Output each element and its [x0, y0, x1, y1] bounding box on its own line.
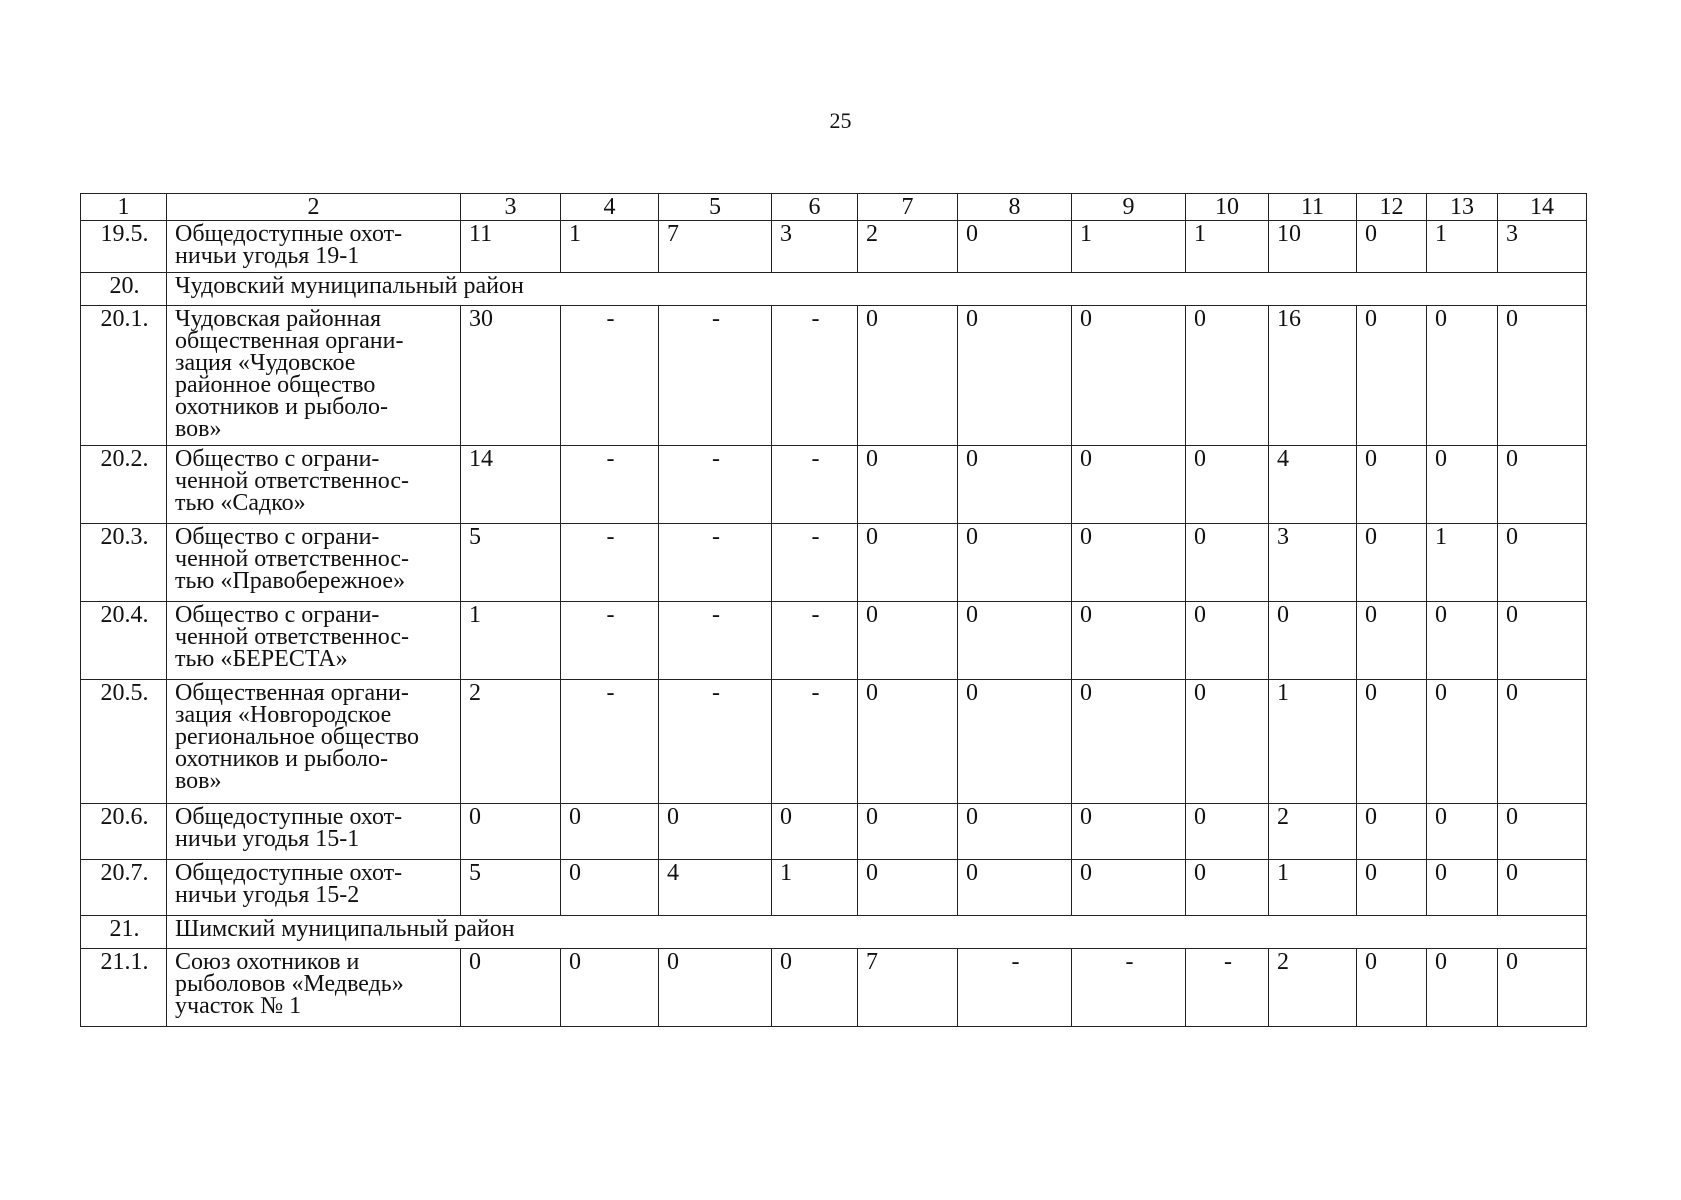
- organization-name: Союз охотников и рыболовов «Медведь» участок № 1: [167, 949, 461, 1027]
- value-cell-col-12: 0: [1357, 221, 1427, 273]
- row-number: 19.5.: [81, 221, 167, 273]
- row-number: 21.1.: [81, 949, 167, 1027]
- column-header-13: 13: [1427, 194, 1498, 221]
- table-row: [81, 221, 1587, 273]
- value-cell-col-7: 0: [858, 804, 958, 860]
- row-number: 20.7.: [81, 860, 167, 916]
- value-cell-col-8: 0: [958, 860, 1072, 916]
- value-cell-col-10: 0: [1186, 524, 1269, 602]
- value-cell-col-4: -: [561, 680, 659, 804]
- value-cell-col-11: 10: [1269, 221, 1357, 273]
- value-cell-col-10: -: [1186, 949, 1269, 1027]
- value-cell-col-9: 0: [1072, 306, 1186, 446]
- value-cell-col-5: -: [659, 524, 772, 602]
- value-cell-col-14: 0: [1498, 446, 1587, 524]
- value-cell-col-4: -: [561, 446, 659, 524]
- value-cell-col-12: 0: [1357, 602, 1427, 680]
- value-cell-col-12: 0: [1357, 524, 1427, 602]
- value-cell-col-7: 2: [858, 221, 958, 273]
- value-cell-col-5: 0: [659, 804, 772, 860]
- value-cell-col-10: 1: [1186, 221, 1269, 273]
- value-cell-col-12: 0: [1357, 949, 1427, 1027]
- organization-name: Общество с ограни- ченной ответственнос- тью «Садко»: [167, 446, 461, 524]
- value-cell-col-13: 1: [1427, 524, 1498, 602]
- value-cell-col-10: 0: [1186, 446, 1269, 524]
- value-cell-col-13: 0: [1427, 680, 1498, 804]
- value-cell-col-5: 7: [659, 221, 772, 273]
- value-cell-col-13: 0: [1427, 446, 1498, 524]
- value-cell-col-5: -: [659, 602, 772, 680]
- row-number: 21.: [81, 916, 167, 949]
- value-cell-col-9: 0: [1072, 680, 1186, 804]
- column-header-11: 11: [1269, 194, 1357, 221]
- value-cell-col-3: 5: [461, 860, 561, 916]
- value-cell-col-4: 0: [561, 804, 659, 860]
- value-cell-col-6: 3: [772, 221, 858, 273]
- value-cell-col-11: 1: [1269, 680, 1357, 804]
- value-cell-col-14: 0: [1498, 804, 1587, 860]
- organization-name: Общедоступные охот- ничьи угодья 15-2: [167, 860, 461, 916]
- value-cell-col-11: 3: [1269, 524, 1357, 602]
- value-cell-col-8: -: [958, 949, 1072, 1027]
- value-cell-col-9: 0: [1072, 804, 1186, 860]
- column-header-2: 2: [167, 194, 461, 221]
- table-row: [81, 524, 1587, 602]
- organization-name: Общество с ограни- ченной ответственнос- тью «Правобережное»: [167, 524, 461, 602]
- value-cell-col-5: 4: [659, 860, 772, 916]
- value-cell-col-13: 0: [1427, 602, 1498, 680]
- value-cell-col-4: -: [561, 524, 659, 602]
- value-cell-col-3: 11: [461, 221, 561, 273]
- column-header-12: 12: [1357, 194, 1427, 221]
- value-cell-col-5: -: [659, 680, 772, 804]
- table-row: [81, 602, 1587, 680]
- value-cell-col-7: 0: [858, 680, 958, 804]
- value-cell-col-14: 0: [1498, 860, 1587, 916]
- value-cell-col-12: 0: [1357, 860, 1427, 916]
- value-cell-col-10: 0: [1186, 680, 1269, 804]
- value-cell-col-14: 3: [1498, 221, 1587, 273]
- value-cell-col-4: 0: [561, 860, 659, 916]
- row-number: 20.1.: [81, 306, 167, 446]
- value-cell-col-8: 0: [958, 446, 1072, 524]
- value-cell-col-9: 0: [1072, 524, 1186, 602]
- value-cell-col-5: -: [659, 306, 772, 446]
- value-cell-col-8: 0: [958, 524, 1072, 602]
- value-cell-col-8: 0: [958, 221, 1072, 273]
- value-cell-col-11: 4: [1269, 446, 1357, 524]
- value-cell-col-6: -: [772, 680, 858, 804]
- value-cell-col-14: 0: [1498, 949, 1587, 1027]
- value-cell-col-13: 0: [1427, 949, 1498, 1027]
- value-cell-col-6: 1: [772, 860, 858, 916]
- value-cell-col-9: 0: [1072, 860, 1186, 916]
- value-cell-col-3: 30: [461, 306, 561, 446]
- value-cell-col-12: 0: [1357, 680, 1427, 804]
- value-cell-col-6: 0: [772, 949, 858, 1027]
- column-header-10: 10: [1186, 194, 1269, 221]
- value-cell-col-14: 0: [1498, 306, 1587, 446]
- value-cell-col-6: -: [772, 446, 858, 524]
- value-cell-col-13: 0: [1427, 306, 1498, 446]
- table-row: [81, 680, 1587, 804]
- row-number: 20.6.: [81, 804, 167, 860]
- column-header-4: 4: [561, 194, 659, 221]
- value-cell-col-12: 0: [1357, 804, 1427, 860]
- value-cell-col-4: 0: [561, 949, 659, 1027]
- column-header-1: 1: [81, 194, 167, 221]
- table-row: [81, 446, 1587, 524]
- section-row: [81, 273, 1587, 306]
- table-row: [81, 804, 1587, 860]
- organization-name: Общедоступные охот- ничьи угодья 19-1: [167, 221, 461, 273]
- value-cell-col-6: -: [772, 524, 858, 602]
- column-header-8: 8: [958, 194, 1072, 221]
- value-cell-col-6: -: [772, 306, 858, 446]
- value-cell-col-7: 7: [858, 949, 958, 1027]
- value-cell-col-10: 0: [1186, 860, 1269, 916]
- header-row: [81, 194, 1587, 221]
- value-cell-col-9: 0: [1072, 602, 1186, 680]
- value-cell-col-13: 0: [1427, 860, 1498, 916]
- value-cell-col-9: -: [1072, 949, 1186, 1027]
- organization-name: Чудовская районная общественная органи- зация «Чудовское районное общество охотников и рыболо- вов»: [167, 306, 461, 446]
- section-row: [81, 916, 1587, 949]
- value-cell-col-7: 0: [858, 306, 958, 446]
- value-cell-col-4: 1: [561, 221, 659, 273]
- section-title: Чудовский муниципальный район: [167, 273, 1587, 306]
- organization-name: Общество с ограни- ченной ответственнос- тью «БЕРЕСТА»: [167, 602, 461, 680]
- value-cell-col-3: 14: [461, 446, 561, 524]
- value-cell-col-4: -: [561, 602, 659, 680]
- value-cell-col-14: 0: [1498, 524, 1587, 602]
- value-cell-col-5: -: [659, 446, 772, 524]
- row-number: 20.: [81, 273, 167, 306]
- data-table: [80, 193, 1587, 1027]
- value-cell-col-11: 16: [1269, 306, 1357, 446]
- value-cell-col-11: 2: [1269, 804, 1357, 860]
- value-cell-col-8: 0: [958, 680, 1072, 804]
- column-header-7: 7: [858, 194, 958, 221]
- value-cell-col-4: -: [561, 306, 659, 446]
- column-header-6: 6: [772, 194, 858, 221]
- section-title: Шимский муниципальный район: [167, 916, 1587, 949]
- table-header: [81, 194, 1587, 221]
- value-cell-col-3: 5: [461, 524, 561, 602]
- value-cell-col-11: 0: [1269, 602, 1357, 680]
- value-cell-col-13: 1: [1427, 221, 1498, 273]
- value-cell-col-3: 0: [461, 949, 561, 1027]
- value-cell-col-5: 0: [659, 949, 772, 1027]
- value-cell-col-9: 0: [1072, 446, 1186, 524]
- row-number: 20.2.: [81, 446, 167, 524]
- table-body: [81, 221, 1587, 1027]
- column-header-14: 14: [1498, 194, 1587, 221]
- value-cell-col-10: 0: [1186, 602, 1269, 680]
- value-cell-col-11: 2: [1269, 949, 1357, 1027]
- value-cell-col-8: 0: [958, 306, 1072, 446]
- table-row: [81, 949, 1587, 1027]
- row-number: 20.3.: [81, 524, 167, 602]
- value-cell-col-14: 0: [1498, 602, 1587, 680]
- value-cell-col-14: 0: [1498, 680, 1587, 804]
- value-cell-col-10: 0: [1186, 804, 1269, 860]
- value-cell-col-7: 0: [858, 860, 958, 916]
- table-row: [81, 306, 1587, 446]
- value-cell-col-7: 0: [858, 446, 958, 524]
- value-cell-col-10: 0: [1186, 306, 1269, 446]
- column-header-3: 3: [461, 194, 561, 221]
- value-cell-col-7: 0: [858, 524, 958, 602]
- organization-name: Общественная органи- зация «Новгородское региональное общество охотников и рыболо- вов»: [167, 680, 461, 804]
- value-cell-col-12: 0: [1357, 446, 1427, 524]
- organization-name: Общедоступные охот- ничьи угодья 15-1: [167, 804, 461, 860]
- value-cell-col-7: 0: [858, 602, 958, 680]
- column-header-9: 9: [1072, 194, 1186, 221]
- value-cell-col-8: 0: [958, 804, 1072, 860]
- value-cell-col-9: 1: [1072, 221, 1186, 273]
- row-number: 20.4.: [81, 602, 167, 680]
- page-number: 25: [829, 108, 852, 133]
- value-cell-col-12: 0: [1357, 306, 1427, 446]
- value-cell-col-3: 2: [461, 680, 561, 804]
- value-cell-col-11: 1: [1269, 860, 1357, 916]
- value-cell-col-3: 1: [461, 602, 561, 680]
- column-header-5: 5: [659, 194, 772, 221]
- value-cell-col-13: 0: [1427, 804, 1498, 860]
- value-cell-col-6: 0: [772, 804, 858, 860]
- value-cell-col-3: 0: [461, 804, 561, 860]
- value-cell-col-8: 0: [958, 602, 1072, 680]
- value-cell-col-6: -: [772, 602, 858, 680]
- row-number: 20.5.: [81, 680, 167, 804]
- table-row: [81, 860, 1587, 916]
